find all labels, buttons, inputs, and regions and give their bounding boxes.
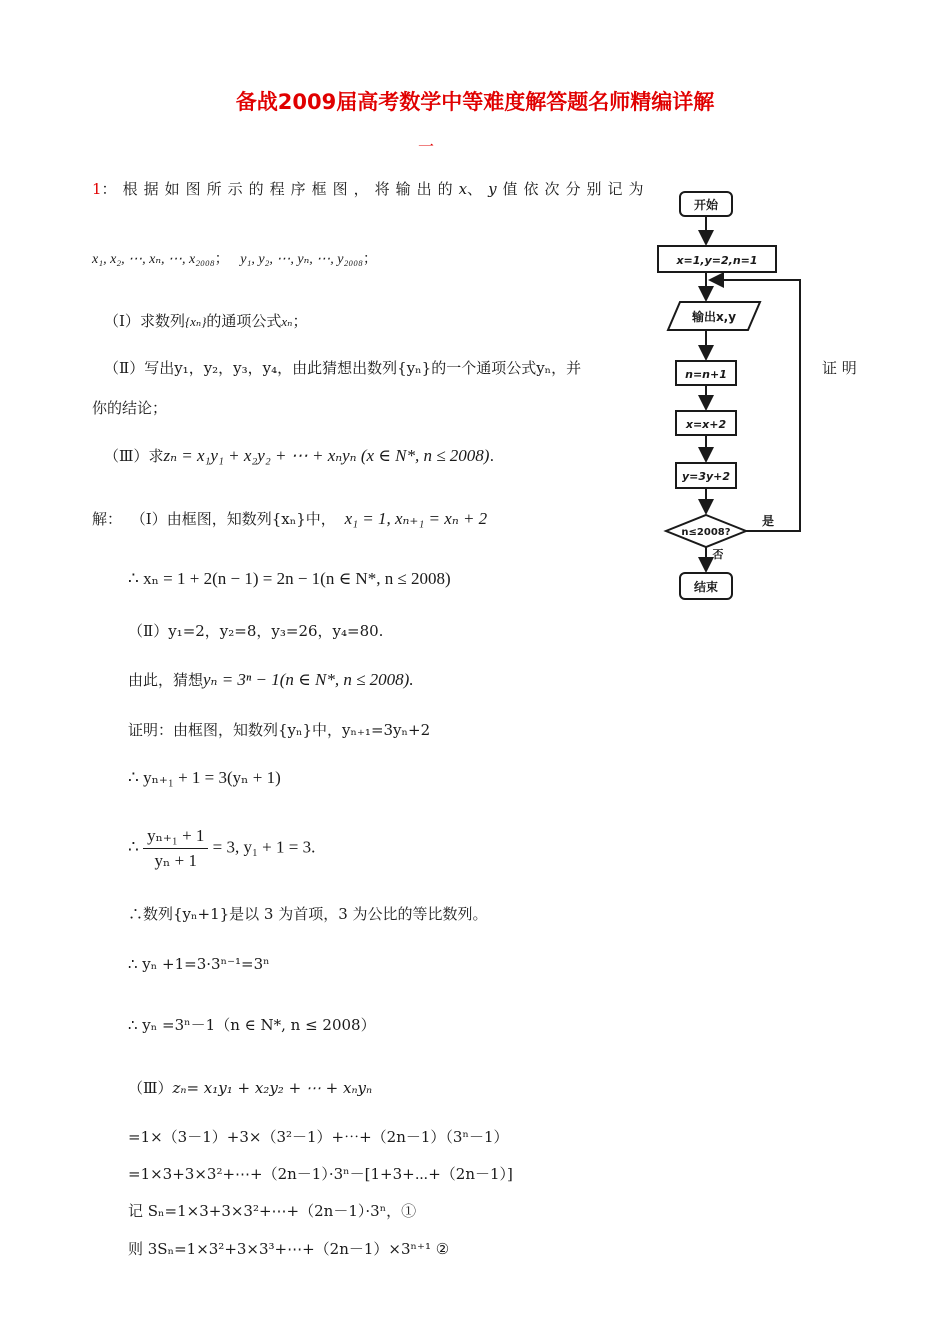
solution-part2-guess: 由此，猜想yₙ = 3ⁿ − 1(n ∈ N*, n ≤ 2008). (128, 670, 414, 689)
sequence-x: x₁, x₂, ⋯, xₙ, ⋯, x₂₀₀₈ (92, 252, 215, 267)
part2-question-cont: 你的结论； (92, 399, 168, 417)
flowchart-x-step-label: x=x+2 (685, 418, 727, 431)
flowchart-end-label: 结束 (693, 580, 719, 594)
part3-question: （Ⅲ）求zₙ = x₁y₁ + x₂y₂ + ⋯ + xₙyₙ (x ∈ N*, n ≤ 2008). (104, 446, 495, 465)
part2-question: （Ⅱ）写出y₁，y₂，y₃，y₄，由此猜想出数列{yₙ}的一个通项公式yₙ，并 (104, 359, 582, 377)
fraction: $\frac{\text{yₙ₊₁ + 1}}{\text{yₙ + 1}}$ (143, 826, 208, 871)
part1-question: （Ⅰ）求数列{xₙ}的通项公式xₙ； (104, 312, 308, 330)
flowchart-init-label: x=1,y=2,n=1 (676, 254, 758, 267)
solution-part3-line5: 则 3Sₙ=1×3²+3×3³+⋯+（2n－1）×3ⁿ⁺¹ ② (128, 1240, 450, 1258)
sequence-y: y₁, y₂, ⋯, yₙ, ⋯, y₂₀₀₈ (240, 252, 363, 267)
solution-part2-proof: 证明：由框图，知数列{yₙ}中，yₙ₊₁=3yₙ+2 (128, 721, 431, 739)
solution-part2-step2: ∴ $\frac{\text{yₙ₊₁ + 1}}{\text{yₙ + 1}}$ = 3, y₁ + 1 = 3. (128, 826, 316, 870)
part3-formula: zₙ = x₁y₁ + x₂y₂ + ⋯ + xₙyₙ (x ∈ N*, n ≤ 2008) (163, 446, 490, 465)
sequence-list: x₁, x₂, ⋯, xₙ, ⋯, x₂₀₀₈； y₁, y₂, ⋯, yₙ, ⋯, y₂₀₀₈； (92, 252, 377, 267)
solution-part3-line1: （Ⅲ）zₙ= x₁y₁ + x₂y₂ + ⋯ + xₙyₙ (128, 1079, 373, 1097)
section-mark: 一 (418, 137, 435, 156)
solution-part2-step4: ∴ yₙ +1=3·3ⁿ⁻¹=3ⁿ (128, 955, 270, 973)
solution-part3-line2: =1×（3－1）+3×（3²－1）+⋯+（2n－1）（3ⁿ－1） (128, 1128, 509, 1146)
solution-part3-line3: =1×3+3×3²+⋯+（2n－1）·3ⁿ－[1+3+⋯+（2n－1）] (128, 1165, 513, 1183)
problem-stem-text: 根据如图所示的程序框图，将输出的 (122, 180, 459, 198)
solution-part1-result: ∴ xₙ = 1 + 2(n − 1) = 2n − 1(n ∈ N*, n ≤ 2008) (128, 569, 451, 588)
flowchart-n-step-label: n=n+1 (685, 368, 727, 381)
page-title: 备战2009届高考数学中等难度解答题名师精编详解 (235, 90, 715, 114)
flowchart-decision-label: n≤2008? (681, 527, 731, 538)
flowchart-yes-label: 是 (761, 514, 775, 528)
flowchart-output-label: 输出x,y (691, 310, 737, 324)
flowchart-no-label: 否 (712, 548, 724, 561)
solution-part2-step3: ∴数列{yₙ+1}是以 3 为首项，3 为公比的等比数列。 (128, 905, 488, 923)
solution-part3-line4: 记 Sₙ=1×3+3×3²+⋯+（2n－1）·3ⁿ，① (128, 1202, 417, 1220)
flowchart-y-step-label: y=3y+2 (681, 470, 731, 483)
solution-part2-step1: ∴ yₙ₊₁ + 1 = 3(yₙ + 1) (128, 768, 281, 787)
part2-question-right: 证 明 (822, 359, 857, 377)
solution-label: 解： (92, 510, 123, 528)
solution-part2-step5: ∴ yₙ =3ⁿ－1（n ∈ N*, n ≤ 2008） (128, 1016, 376, 1034)
problem-number: 1 (92, 180, 102, 198)
solution-part2-values: （Ⅱ）y₁=2，y₂=8，y₃=26，y₄=80. (128, 622, 384, 640)
solution-part1: 解： （Ⅰ）由框图，知数列{xₙ}中， x₁ = 1, xₙ₊₁ = xₙ + 2 (92, 509, 488, 528)
problem-stem: 1：根据如图所示的程序框图，将输出的x、y 值依次分别记为 (92, 180, 650, 198)
flowchart-start-label: 开始 (693, 198, 719, 212)
program-flowchart (650, 180, 820, 610)
